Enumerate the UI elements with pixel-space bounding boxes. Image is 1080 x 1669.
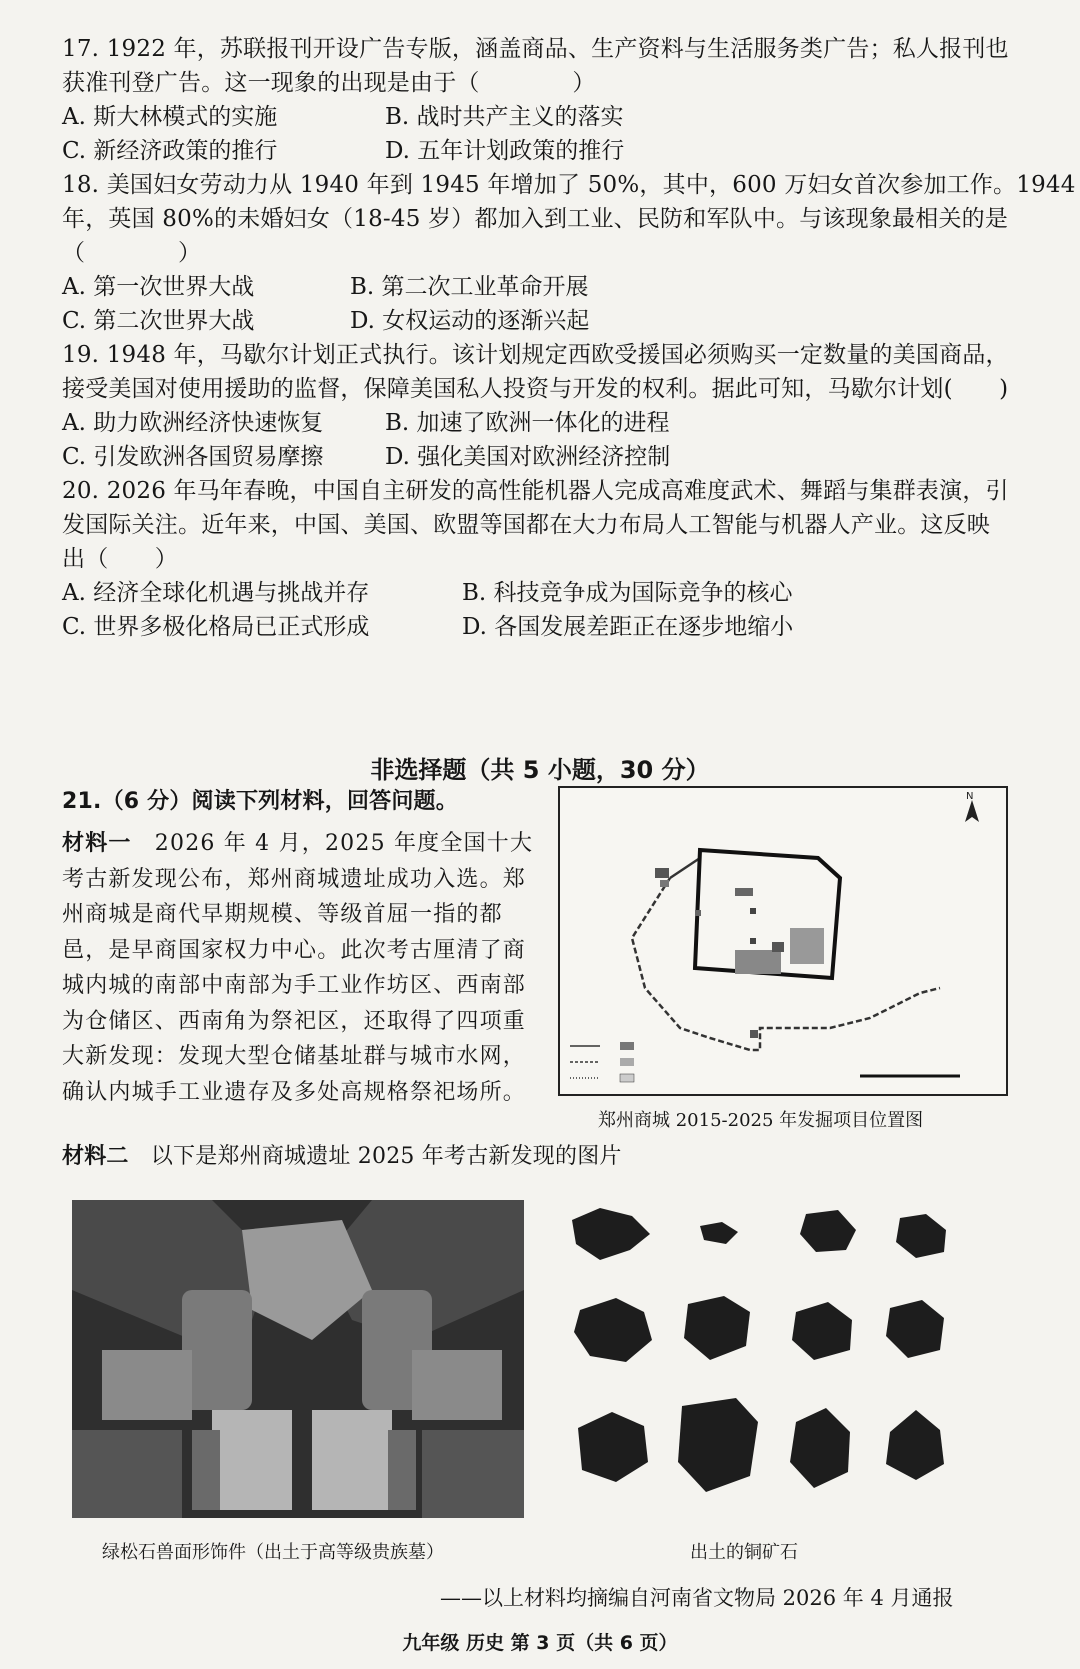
q19-option-b[interactable]: B. 加速了欧洲一体化的进程: [385, 410, 670, 436]
q19-option-a[interactable]: A. 助力欧洲经济快速恢复: [62, 410, 324, 436]
q19-option-d[interactable]: D. 强化美国对欧洲经济控制: [385, 444, 671, 470]
page-footer: 九年级 历史 第 3 页（共 6 页）: [402, 1632, 678, 1654]
q17-option-b[interactable]: B. 战时共产主义的落实: [385, 104, 624, 130]
q18-option-a[interactable]: A. 第一次世界大战: [62, 274, 255, 300]
q20-option-d[interactable]: D. 各国发展差距正在逐步地缩小: [462, 614, 794, 640]
q18-stem-line1: 18. 美国妇女劳动力从 1940 年到 1945 年增加了 50%，其中，600 万妇女首次参加工作。1944: [62, 172, 1076, 198]
q21-intro: 21.（6 分）阅读下列材料，回答问题。: [62, 789, 458, 814]
turquoise-mask-photo: [72, 1200, 524, 1518]
q19-option-c[interactable]: C. 引发欧洲各国贸易摩擦: [62, 444, 324, 470]
q20-option-a[interactable]: A. 经济全球化机遇与挑战并存: [62, 580, 370, 606]
q17-stem-line1: 17. 1922 年，苏联报刊开设广告专版，涵盖商品、生产资料与生活服务类广告；私人报刊也: [62, 36, 1009, 62]
q17-option-a[interactable]: A. 斯大林模式的实施: [62, 104, 278, 130]
material1-block: [62, 826, 540, 1110]
material2-label: 材料二: [62, 1144, 129, 1169]
q17-option-c[interactable]: C. 新经济政策的推行: [62, 138, 278, 164]
q18-stem-line3: （ ）: [62, 240, 202, 266]
q19-stem-line2: 接受美国对使用援助的监督，保障美国私人投资与开发的权利。据此可知，马歇尔计划( ): [62, 376, 1009, 402]
photo1-caption: 绿松石兽面形饰件（出土于高等级贵族墓）: [102, 1542, 444, 1563]
material1-label: 材料一: [62, 831, 132, 856]
map-drawing: [560, 788, 1006, 1094]
q20-option-c[interactable]: C. 世界多极化格局已正式形成: [62, 614, 370, 640]
q17-option-d[interactable]: D. 五年计划政策的推行: [385, 138, 625, 164]
excavation-map: [558, 786, 1008, 1096]
q20-stem-line3: 出（ ）: [62, 546, 178, 572]
q19-stem-line1: 19. 1948 年，马歇尔计划正式执行。该计划规定西欧受援国必须购买一定数量的美国商品，: [62, 342, 1009, 368]
q18-option-c[interactable]: C. 第二次世界大战: [62, 308, 255, 334]
photo2-caption: 出土的铜矿石: [690, 1542, 798, 1563]
q18-option-d[interactable]: D. 女权运动的逐渐兴起: [350, 308, 590, 334]
material2-line: [62, 1140, 622, 1174]
material1-text: 2026 年 4 月，2025 年度全国十大考古新发现公布，郑州商城遗址成功入选。郑州商城是商代早期规模、等级首屈一指的都邑，是早商国家权力中心。此次考古厘清了商城内城的南部中南部为手工业作坊区、西南部为仓储区、西南角为祭祀区，还取得了四项重大新发现：发现大型仓储基址群与城市水网，确认内城手工业遗存及多处高规格祭祀场所。: [62, 831, 534, 1105]
map-caption: 郑州商城 2015-2025 年发掘项目位置图: [598, 1110, 924, 1131]
source-note: ——以上材料均摘编自河南省文物局 2026 年 4 月通报: [440, 1586, 954, 1610]
q17-stem-line2: 获准刊登广告。这一现象的出现是由于（ ）: [62, 70, 596, 96]
svg-text:N: N: [966, 791, 974, 802]
q18-option-b[interactable]: B. 第二次工业革命开展: [350, 274, 589, 300]
north-arrow-icon: [965, 791, 979, 822]
copper-ore-photo: [560, 1200, 980, 1518]
q18-stem-line2: 年，英国 80%的未婚妇女（18-45 岁）都加入到工业、民防和军队中。与该现象最相关的是: [62, 206, 1009, 232]
q20-stem-line2: 发国际关注。近年来，中国、美国、欧盟等国都在大力布局人工智能与机器人产业。这反映: [62, 512, 990, 538]
section-title: 非选择题（共 5 小题，30 分）: [370, 756, 710, 784]
map-legend: [570, 1042, 634, 1082]
material2-text: 以下是郑州商城遗址 2025 年考古新发现的图片: [150, 1144, 622, 1169]
q20-option-b[interactable]: B. 科技竞争成为国际竞争的核心: [462, 580, 793, 606]
q20-stem-line1: 20. 2026 年马年春晚，中国自主研发的高性能机器人完成高难度武术、舞蹈与集群表演，引: [62, 478, 1009, 504]
